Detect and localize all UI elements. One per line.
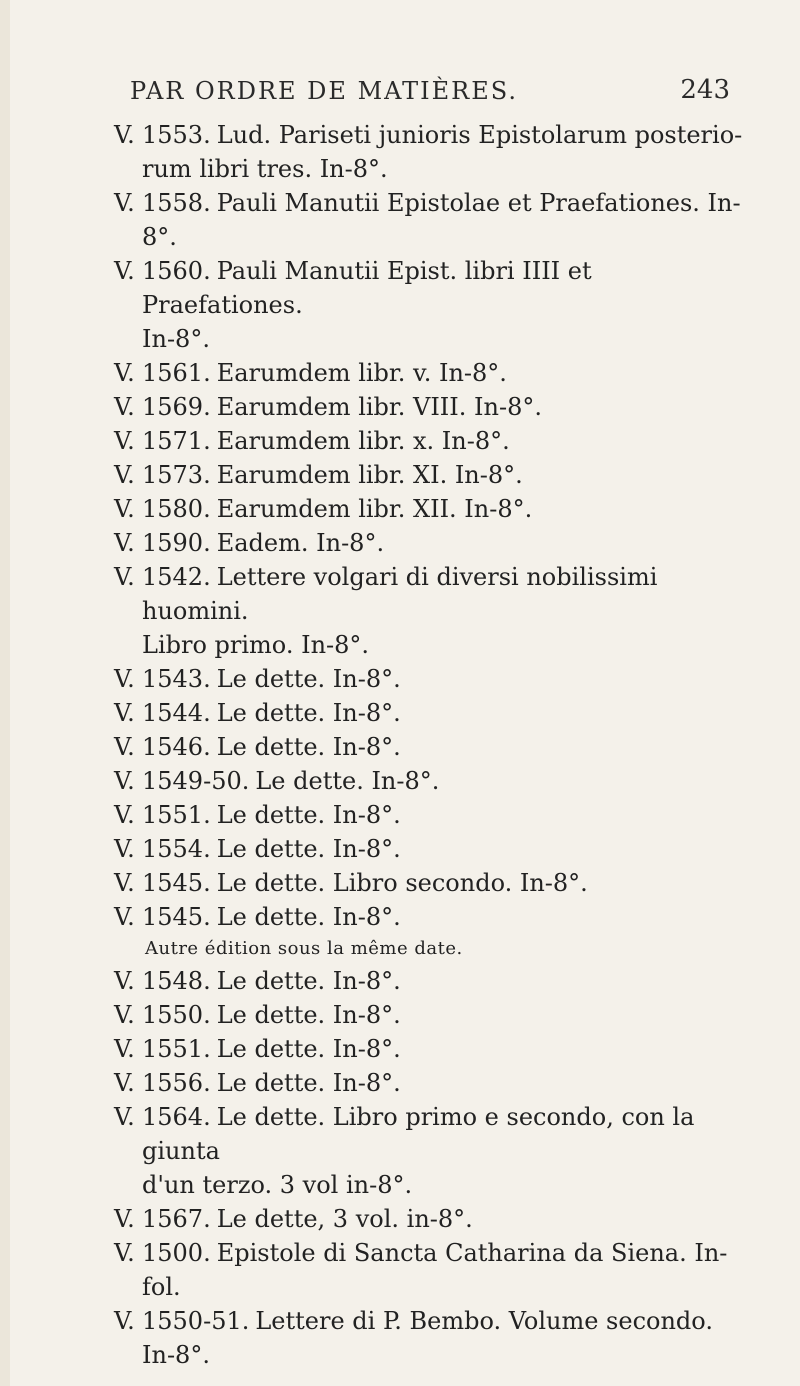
entry-year: 1549-50. bbox=[142, 767, 250, 795]
entry-text: Lud. Pariseti junioris Epistolarum posterio- bbox=[216, 121, 743, 149]
entry-mark: V. bbox=[114, 189, 135, 217]
bibliography-entry bbox=[70, 730, 750, 764]
entry-text: Le dette. Libro primo e secondo, con la giunta bbox=[142, 1103, 695, 1165]
entry-text: Earumdem libr. VIII. In-8°. bbox=[216, 393, 542, 421]
entry-text: Le dette. In-8°. bbox=[216, 835, 401, 863]
entry-mark: V. bbox=[114, 1103, 135, 1131]
entry-year: 1500. bbox=[142, 1239, 211, 1267]
bibliography-entry bbox=[70, 560, 750, 662]
bibliography-entry bbox=[70, 998, 750, 1032]
entry-text: Le dette. In-8°. bbox=[255, 767, 440, 795]
bibliography-entry bbox=[70, 1032, 750, 1066]
entry-text: Le dette. In-8°. bbox=[216, 1035, 401, 1063]
entry-year: 1569. bbox=[142, 393, 211, 421]
entry-mark: V. bbox=[114, 1035, 135, 1063]
entry-mark: V. bbox=[114, 529, 135, 557]
entry-year: 1561. bbox=[142, 359, 211, 387]
bibliography-entry bbox=[70, 662, 750, 696]
entry-note: Autre édition sous la même date. bbox=[145, 938, 463, 959]
entry-year: 1551. bbox=[142, 1035, 211, 1063]
bibliography-entry bbox=[70, 1304, 750, 1372]
entry-year: 1545. bbox=[142, 869, 211, 897]
entry-year: 1580. bbox=[142, 495, 211, 523]
bibliography-entry bbox=[70, 964, 750, 998]
bibliography-entry bbox=[70, 118, 750, 186]
entry-year: 1573. bbox=[142, 461, 211, 489]
entry-year: 1564. bbox=[142, 1103, 211, 1131]
entry-mark: V. bbox=[114, 461, 135, 489]
entry-mark: V. bbox=[114, 835, 135, 863]
entry-mark: V. bbox=[114, 801, 135, 829]
entry-text: Le dette. Libro secondo. In-8°. bbox=[216, 869, 588, 897]
entry-text: Earumdem libr. XII. In-8°. bbox=[216, 495, 533, 523]
entry-year: 1545. bbox=[142, 903, 211, 931]
bibliography-list bbox=[70, 118, 750, 1372]
entry-mark: V. bbox=[114, 1239, 135, 1267]
entry-year: 1590. bbox=[142, 529, 211, 557]
bibliography-entry bbox=[70, 1202, 750, 1236]
entry-continuation: In-8°. bbox=[142, 1341, 210, 1369]
entry-mark: V. bbox=[114, 563, 135, 591]
entry-year: 1548. bbox=[142, 967, 211, 995]
entry-mark: V. bbox=[114, 869, 135, 897]
entry-text: Le dette. In-8°. bbox=[216, 1001, 401, 1029]
running-header bbox=[130, 77, 730, 105]
entry-year: 1542. bbox=[142, 563, 211, 591]
entry-year: 1558. bbox=[142, 189, 211, 217]
entry-year: 1550-51. bbox=[142, 1307, 250, 1335]
bibliography-entry bbox=[70, 458, 750, 492]
page-number: 243 bbox=[680, 75, 730, 105]
entry-mark: V. bbox=[114, 393, 135, 421]
entry-text: Earumdem libr. x. In-8°. bbox=[216, 427, 510, 455]
entry-text: Pauli Manutii Epistolae et Praefationes. In-8°. bbox=[142, 189, 741, 251]
bibliography-entry bbox=[70, 1100, 750, 1202]
bibliography-entry bbox=[70, 424, 750, 458]
entry-continuation: d'un terzo. 3 vol in-8°. bbox=[142, 1171, 413, 1199]
entry-text: Earumdem libr. XI. In-8°. bbox=[216, 461, 523, 489]
entry-mark: V. bbox=[114, 699, 135, 727]
bibliography-entry bbox=[70, 186, 750, 254]
entry-mark: V. bbox=[114, 257, 135, 285]
entry-year: 1554. bbox=[142, 835, 211, 863]
bibliography-entry bbox=[70, 254, 750, 356]
entry-year: 1550. bbox=[142, 1001, 211, 1029]
entry-year: 1553. bbox=[142, 121, 211, 149]
entry-mark: V. bbox=[114, 1307, 135, 1335]
entry-mark: V. bbox=[114, 1205, 135, 1233]
entry-text: Le dette. In-8°. bbox=[216, 967, 401, 995]
entry-text: Le dette. In-8°. bbox=[216, 665, 401, 693]
bibliography-entry bbox=[70, 526, 750, 560]
bibliography-entry bbox=[70, 764, 750, 798]
entry-mark: V. bbox=[114, 967, 135, 995]
page-edge bbox=[0, 0, 10, 1386]
bibliography-entry bbox=[70, 798, 750, 832]
bibliography-entry bbox=[70, 832, 750, 866]
entry-mark: V. bbox=[114, 359, 135, 387]
entry-text: Earumdem libr. v. In-8°. bbox=[216, 359, 507, 387]
bibliography-entry bbox=[70, 390, 750, 424]
entry-text: Le dette. In-8°. bbox=[216, 801, 401, 829]
entry-mark: V. bbox=[114, 903, 135, 931]
entry-text: Lettere volgari di diversi nobilissimi huomini. bbox=[142, 563, 658, 625]
entry-mark: V. bbox=[114, 1069, 135, 1097]
entry-year: 1560. bbox=[142, 257, 211, 285]
entry-mark: V. bbox=[114, 1001, 135, 1029]
entry-text: Epistole di Sancta Catharina da Siena. In-fol. bbox=[142, 1239, 728, 1301]
bibliography-entry bbox=[70, 900, 750, 964]
entry-mark: V. bbox=[114, 427, 135, 455]
header-title: PAR ORDRE DE MATIÈRES. bbox=[130, 77, 518, 105]
entry-mark: V. bbox=[114, 665, 135, 693]
entry-text: Eadem. In-8°. bbox=[216, 529, 385, 557]
entry-text: Pauli Manutii Epist. libri IIII et Praefationes. bbox=[142, 257, 592, 319]
entry-year: 1571. bbox=[142, 427, 211, 455]
entry-continuation: In-8°. bbox=[142, 325, 210, 353]
entry-mark: V. bbox=[114, 495, 135, 523]
entry-year: 1567. bbox=[142, 1205, 211, 1233]
bibliography-entry bbox=[70, 866, 750, 900]
entry-text: Le dette. In-8°. bbox=[216, 699, 401, 727]
entry-year: 1546. bbox=[142, 733, 211, 761]
entry-text: Le dette. In-8°. bbox=[216, 1069, 401, 1097]
entry-continuation: Libro primo. In-8°. bbox=[142, 631, 370, 659]
entry-mark: V. bbox=[114, 767, 135, 795]
entry-mark: V. bbox=[114, 733, 135, 761]
entry-continuation: rum libri tres. In-8°. bbox=[142, 155, 388, 183]
bibliography-entry bbox=[70, 492, 750, 526]
bibliography-entry bbox=[70, 696, 750, 730]
entry-text: Le dette, 3 vol. in-8°. bbox=[216, 1205, 473, 1233]
entry-year: 1556. bbox=[142, 1069, 211, 1097]
entry-year: 1544. bbox=[142, 699, 211, 727]
entry-text: Lettere di P. Bembo. Volume secondo. bbox=[255, 1307, 713, 1335]
entry-year: 1543. bbox=[142, 665, 211, 693]
entry-mark: V. bbox=[114, 121, 135, 149]
bibliography-entry bbox=[70, 1236, 750, 1304]
entry-text: Le dette. In-8°. bbox=[216, 733, 401, 761]
entry-year: 1551. bbox=[142, 801, 211, 829]
bibliography-entry bbox=[70, 1066, 750, 1100]
entry-text: Le dette. In-8°. bbox=[216, 903, 401, 931]
bibliography-entry bbox=[70, 356, 750, 390]
